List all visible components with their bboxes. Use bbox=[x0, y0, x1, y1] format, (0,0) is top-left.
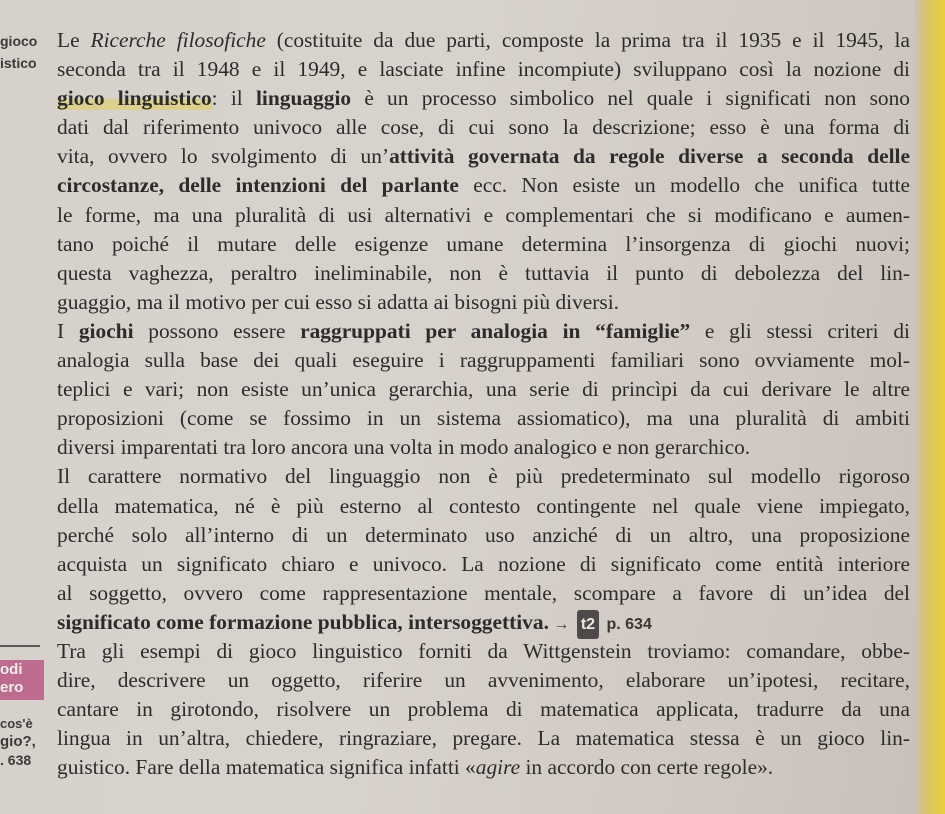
margin-note-istico: istico bbox=[0, 55, 37, 71]
text-segment: e gli stessi criteri di bbox=[690, 318, 910, 343]
text-segment: al soggetto, ovvero come rappresentazione mentale, scompare a favore di un’idea del bbox=[57, 580, 910, 605]
text-line bbox=[57, 288, 910, 317]
text-line bbox=[57, 230, 910, 259]
body-text bbox=[57, 26, 910, 782]
paragraph bbox=[57, 317, 910, 462]
text-line bbox=[57, 26, 910, 55]
text-segment: Il carattere normativo del linguaggio non è più predeterminato sul modello rigoroso bbox=[57, 464, 910, 489]
margin-note-pink-1: odi bbox=[0, 661, 23, 678]
text-line bbox=[57, 142, 910, 171]
text-segment: seconda tra il 1948 e il 1949, e lasciate infine incompiute) sviluppano così la nozione di bbox=[57, 57, 910, 82]
text-line bbox=[57, 579, 910, 608]
text-reference: → bbox=[548, 615, 574, 633]
margin-rule bbox=[0, 645, 40, 647]
text-line bbox=[57, 84, 910, 113]
italic-text: agire bbox=[475, 755, 521, 780]
italic-text: Ricerche filosofiche bbox=[90, 28, 266, 52]
margin-note-gioco: gioco bbox=[0, 33, 38, 49]
paragraph bbox=[57, 462, 910, 637]
text-line bbox=[57, 724, 910, 753]
text-line bbox=[57, 695, 910, 724]
bold-text: gioco linguistico bbox=[57, 86, 212, 111]
text-line bbox=[57, 492, 910, 521]
text-segment: guistico. Fare della matematica significa infatti « bbox=[57, 755, 476, 780]
text-line bbox=[57, 550, 910, 579]
text-segment: cantare in girotondo, risolvere un problema di matematica applicata, tradurre da una bbox=[57, 697, 910, 722]
text-segment: possono essere bbox=[133, 318, 301, 343]
text-line bbox=[57, 346, 910, 375]
text-reference: p. 634 bbox=[602, 615, 652, 633]
text-segment: vita, ovvero lo svolgimento di un’ bbox=[57, 144, 390, 169]
text-segment: I bbox=[57, 318, 79, 343]
text-line bbox=[57, 201, 910, 230]
text-segment: diversi imparentati tra loro ancora una volta in modo analogico e non gerarchico. bbox=[57, 435, 751, 460]
margin-note-pink-2: ero bbox=[0, 679, 24, 696]
paragraph bbox=[57, 26, 910, 317]
margin-note-page-ref: . 638 bbox=[0, 752, 32, 768]
text-line bbox=[57, 521, 910, 550]
text-segment: : il bbox=[211, 86, 256, 111]
text-segment: (costituite da due parti, composte la prima tra il 1935 e il 1945, la bbox=[265, 28, 910, 52]
text-line bbox=[57, 55, 910, 84]
text-segment: analogia sulla base dei quali eseguire i raggruppamenti familiari sono ovviamente mol- bbox=[57, 348, 910, 373]
text-line bbox=[57, 637, 910, 666]
text-segment: dati dal riferimento univoco alle cose, di cui sono la descrizione; esso è una forma di bbox=[57, 115, 910, 140]
page-edge bbox=[915, 0, 945, 814]
text-line bbox=[57, 404, 910, 433]
text-segment: è un processo simbolico nel quale i significati non sono bbox=[351, 86, 911, 111]
bold-text: giochi bbox=[78, 318, 134, 343]
text-line bbox=[57, 608, 910, 637]
text-line bbox=[57, 433, 910, 462]
bold-text: attività governata da regole diverse a seconda delle bbox=[389, 144, 910, 169]
bold-text: circostanze, delle intenzioni del parlante bbox=[57, 173, 459, 198]
text-line bbox=[57, 113, 910, 142]
margin-note-question-1: cos'è bbox=[0, 716, 33, 731]
text-line bbox=[57, 753, 910, 782]
text-segment: lingua in un’altra, chiedere, ringraziare, pregare. La matematica stessa è un gioco lin- bbox=[57, 726, 910, 751]
text-segment: della matematica, né è più esterno al contesto contingente nel quale viene impiegato, bbox=[57, 493, 910, 518]
text-segment: questa vaghezza, peraltro ineliminabile, non è tuttavia il punto di debolezza del lin- bbox=[57, 260, 910, 285]
bold-text: significato come formazione pubblica, intersoggettiva. bbox=[57, 609, 549, 634]
text-line bbox=[57, 171, 910, 200]
text-line bbox=[57, 259, 910, 288]
text-segment: Le bbox=[57, 28, 91, 52]
text-segment: tano poiché il mutare delle esigenze umane determina l’insorgenza di giochi nuovi; bbox=[57, 231, 910, 256]
bold-text: linguaggio bbox=[255, 86, 352, 111]
text-segment: proposizioni (come se fossimo in un sistema assiomatico), ma una pluralità di ambiti bbox=[57, 406, 910, 431]
text-segment: perché solo all’interno di un determinato uso anziché di un altro, una proposizione bbox=[57, 522, 910, 547]
text-segment: teplici e vari; non esiste un’unica gerarchia, una serie di princìpi da cui derivare le altre bbox=[57, 377, 910, 402]
text-line bbox=[57, 375, 910, 404]
text-segment: le forme, ma una pluralità di usi alternativi e complementari che si modificano e aumen- bbox=[57, 202, 910, 227]
bold-text: raggruppati per analogia in “famiglie” bbox=[300, 318, 691, 343]
text-segment: dire, descrivere un oggetto, riferire un avvenimento, elaborare un’ipotesi, recitare, bbox=[57, 668, 910, 693]
text-reference-badge: t2 bbox=[577, 610, 599, 639]
text-line bbox=[57, 317, 910, 346]
text-segment: Tra gli esempi di gioco linguistico forniti da Wittgenstein troviamo: comandare, obbe- bbox=[57, 638, 910, 663]
paragraph bbox=[57, 637, 910, 782]
text-segment: in accordo con certe regole». bbox=[520, 755, 774, 780]
text-line bbox=[57, 666, 910, 695]
margin-note-question-2: gio?, bbox=[0, 733, 36, 750]
text-segment: ecc. Non esiste un modello che unifica tutte bbox=[458, 173, 911, 198]
text-segment: guaggio, ma il motivo per cui esso si adatta ai bisogni più diversi. bbox=[57, 289, 620, 314]
text-line bbox=[57, 462, 910, 491]
text-segment: acquista un significato chiaro e univoco. La nozione di significato come entità interiore bbox=[57, 551, 910, 576]
